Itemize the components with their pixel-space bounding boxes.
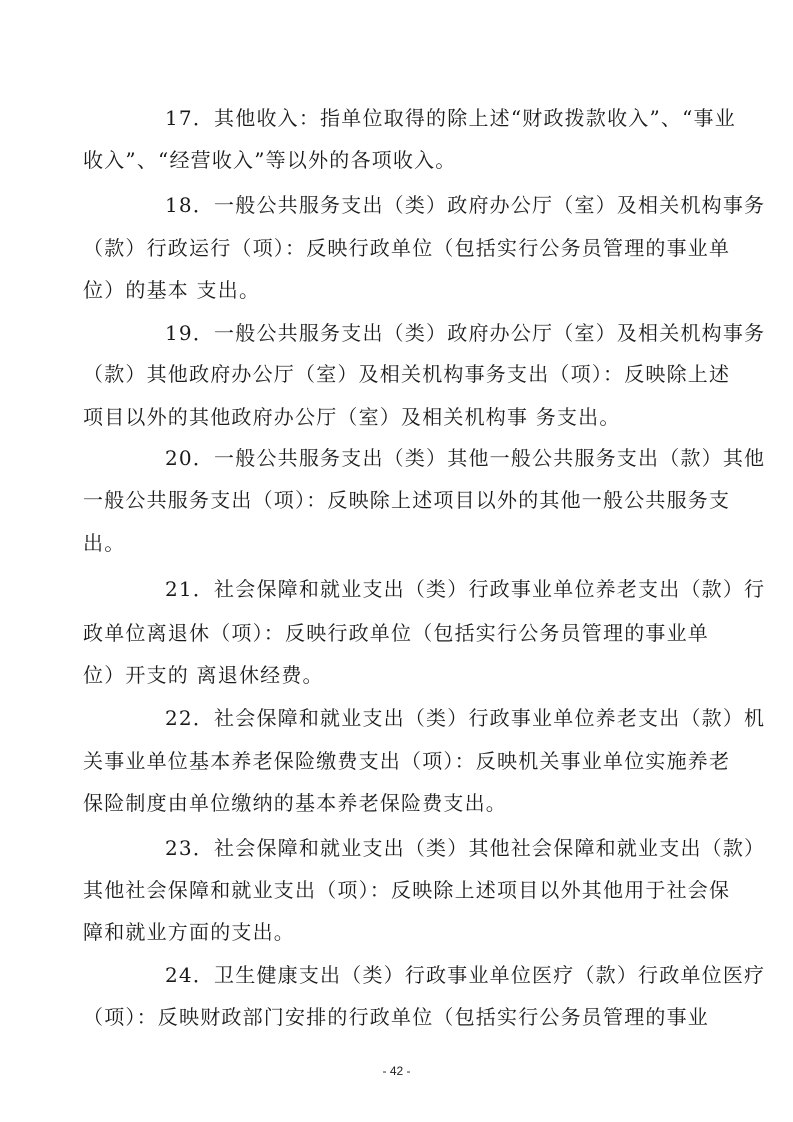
- paragraph-21-line: 21．社会保障和就业支出（类）行政事业单位养老支出（款）行: [165, 577, 766, 601]
- paragraph-22-line: 保险制度由单位缴纳的基本养老保险费支出。: [83, 791, 507, 815]
- paragraph-18-line: 18．一般公共服务支出（类）政府办公厅（室）及相关机构事务: [165, 193, 766, 217]
- paragraph-20-line: 出。: [83, 531, 126, 555]
- paragraph-23-line: 23．社会保障和就业支出（类）其他社会保障和就业支出（款）: [165, 836, 766, 860]
- paragraph-20-line: 20．一般公共服务支出（类）其他一般公共服务支出（款）其他: [165, 446, 766, 470]
- paragraph-24-line: （项）：反映财政部门安排的行政单位（包括实行公务员管理的事业: [83, 1005, 709, 1029]
- paragraph-19-line: 19．一般公共服务支出（类）政府办公厅（室）及相关机构事务: [165, 321, 766, 345]
- paragraph-22-line: 22．社会保障和就业支出（类）行政事业单位养老支出（款）机: [165, 706, 766, 730]
- paragraph-17-line: 17．其他收入：指单位取得的除上述“财政拨款收入”、“事业: [165, 106, 736, 130]
- paragraph-17-line: 收入”、“经营收入”等以外的各项收入。: [83, 148, 457, 172]
- paragraph-21-line: 政单位离退休（项）：反映行政单位（包括实行公务员管理的事业单: [83, 621, 709, 645]
- paragraph-23-line: 其他社会保障和就业支出（项）：反映除上述项目以外其他用于社会保: [83, 878, 731, 902]
- paragraph-18-line: （款）行政运行（项）：反映行政单位（包括实行公务员管理的事业单: [83, 236, 731, 260]
- paragraph-21-line: 位）开支的 离退休经费。: [83, 663, 324, 687]
- paragraph-18-line: 位）的基本 支出。: [83, 278, 261, 302]
- page-number: - 42 -: [382, 1064, 411, 1078]
- paragraph-24-line: 24．卫生健康支出（类）行政事业单位医疗（款）行政单位医疗: [165, 963, 766, 987]
- paragraph-23-line: 障和就业方面的支出。: [83, 920, 295, 944]
- paragraph-22-line: 关事业单位基本养老保险缴费支出（项）：反映机关事业单位实施养老: [83, 749, 731, 773]
- paragraph-19-line: （款）其他政府办公厅（室）及相关机构事务支出（项）：反映除上述: [83, 362, 731, 386]
- paragraph-19-line: 项目以外的其他政府办公厅（室）及相关机构事 务支出。: [83, 405, 621, 429]
- paragraph-20-line: 一般公共服务支出（项）：反映除上述项目以外的其他一般公共服务支: [83, 488, 731, 512]
